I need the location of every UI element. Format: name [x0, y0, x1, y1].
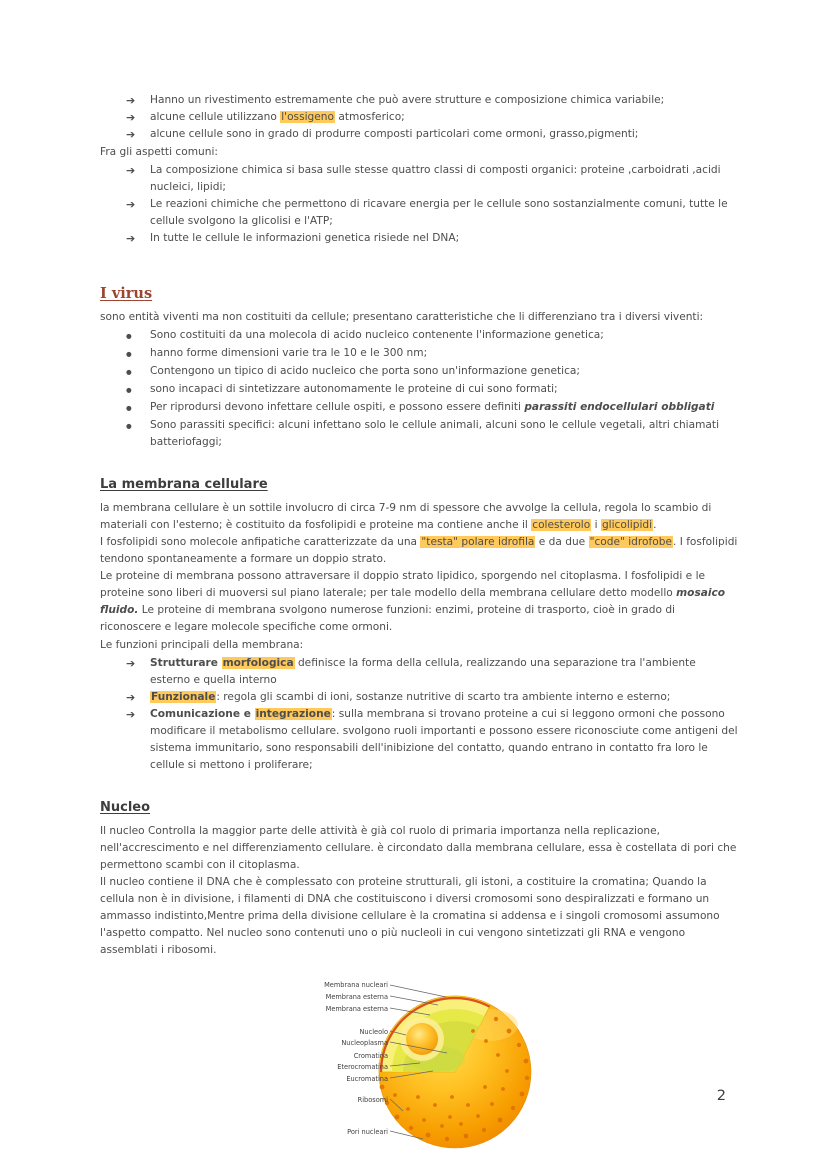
list-item	[126, 230, 738, 247]
bullet-text: Le reazioni chimiche che permettono di ricavare energia per le cellule sono sostanzialmente comuni, tutte le cellule svolgono la glicolisi e l'ATP;	[150, 198, 728, 227]
arrow-bullet-icon: ➔	[126, 128, 136, 141]
diagram-label-nucleolo: Nucleolo	[359, 1028, 388, 1036]
section-title-membrana: La membrana cellulare	[100, 477, 268, 492]
bullet-text: Strutturare morfologica definisce la forma della cellula, realizzando una separazione tra l'ambiente esterno e quella interno	[150, 657, 696, 686]
list-item	[126, 327, 738, 345]
list-item	[126, 689, 738, 706]
list-item	[126, 363, 738, 381]
arrow-bullet-icon: ➔	[126, 111, 136, 124]
bullet-text: In tutte le cellule le informazioni genetica risiede nel DNA;	[150, 232, 460, 244]
bullet-text: Sono parassiti specifici: alcuni infettano solo le cellule animali, alcuni sono le cellule vegetali, altri chiamati batteriofaggi;	[150, 419, 720, 448]
list-item	[126, 655, 738, 689]
diagram-label-membrane-nucleari: Membrana nucleari	[324, 981, 388, 989]
bullet-text: Sono costituiti da una molecola di acido nucleico contenente l'informazione genetica;	[150, 329, 604, 341]
dot-bullet-icon: ●	[126, 350, 132, 358]
bullet-text: Contengono un tipico di acido nucleico che porta sono un'informazione genetica;	[150, 365, 580, 377]
list-item	[126, 126, 738, 143]
page-number: 2	[716, 1088, 726, 1104]
top-bullet-list	[100, 92, 738, 143]
arrow-bullet-icon: ➔	[126, 94, 136, 107]
virus-bullet-list	[100, 327, 738, 451]
diagram-label-cromatina: Cromatina	[353, 1052, 388, 1060]
virus-intro: sono entità viventi ma non costituiti da cellule; presentano caratteristiche che li differenziano tra i diversi viventi:	[100, 311, 704, 323]
nucleus-diagram-svg	[300, 977, 610, 1167]
aspetti-bullet-list	[100, 162, 738, 247]
bullet-text: alcune cellule utilizzano l'ossigeno atmosferico;	[150, 111, 405, 123]
list-item	[126, 399, 738, 417]
bullet-text: sono incapaci di sintetizzare autonomamente le proteine di cui sono formati;	[150, 383, 558, 395]
section-title-nucleo: Nucleo	[100, 800, 151, 815]
section-title-virus: I virus	[100, 285, 153, 302]
list-item	[126, 162, 738, 196]
bullet-text: alcune cellule sono in grado di produrre composti particolari come ormoni, grasso,pigmenti;	[150, 128, 639, 140]
membrana-paragraph-1: la membrana cellulare è un sottile involucro di circa 7-9 nm di spessore che avvolge la cellula, regola lo scambio di materiali con l'esterno; è costituito da fosfolipidi e proteine ma contiene anche il colesterolo i glicolipidi.	[100, 502, 712, 531]
nucleo-paragraph-2: Il nucleo contiene il DNA che è complessato con proteine strutturali, gli istoni, a costituire la cromatina; Quando la cellula non è in divisione, i filamenti di DNA che costituiscono i diversi cromosomi sono despiralizzati e formano un ammasso indistinto,Mentre prima della divisione cellulare è la cromatina si addensa e i singoli cromosomi assumono l'aspetto compatto. Nel nucleo sono contenuti uno o più nucleoli in cui vengono sintetizzati gli RNA e vengono assemblati i ribosomi.	[100, 876, 720, 956]
diagram-label-pori-nucleari: Pori nucleari	[347, 1128, 388, 1136]
arrow-bullet-icon: ➔	[126, 164, 136, 177]
funzioni-intro: Le funzioni principali della membrana:	[100, 639, 304, 651]
bullet-text: hanno forme dimensioni varie tra le 10 e le 300 nm;	[150, 347, 428, 359]
membrana-paragraph-3: Le proteine di membrana possono attraversare il doppio strato lipidico, sporgendo nel citoplasma. I fosfolipidi e le proteine sono liberi di muoversi sul piano laterale; per tale modello della membrana cellulare detto modello mosaico fluido. Le proteine di membrana svolgono numerose funzioni: enzimi, proteine di trasporto, cioè in grado di riconoscere e legare molecole specifiche come ormoni.	[100, 570, 726, 633]
list-item	[126, 706, 738, 774]
list-item	[126, 92, 738, 109]
list-item	[126, 196, 738, 230]
dot-bullet-icon: ●	[126, 404, 132, 412]
arrow-bullet-icon: ➔	[126, 657, 136, 670]
bullet-text: La composizione chimica si basa sulle stesse quattro classi di composti organici: proteine ,carboidrati ,acidi nucleici, lipidi;	[150, 164, 721, 193]
arrow-bullet-icon: ➔	[126, 708, 136, 721]
dot-bullet-icon: ●	[126, 422, 132, 430]
dot-bullet-icon: ●	[126, 332, 132, 340]
arrow-bullet-icon: ➔	[126, 232, 136, 245]
bullet-text: Per riprodursi devono infettare cellule ospiti, e possono essere definiti parassiti endocellulari obbligati	[150, 401, 715, 413]
diagram-label-eterocromatina: Eterocromatina	[337, 1063, 388, 1071]
diagram-label-membrana-esterna: Membrana esterna	[325, 993, 388, 1001]
bullet-text: Comunicazione e integrazione: sulla membrana si trovano proteine a cui si leggono ormoni che possono modificare il metabolismo cellulare. svolgono ruoli importanti e possono essere riconosciute come antigeni del sistema immunitario, sono responsabili dell'inibizione del contatto, quando entrano in contatto fra loro le cellule si mettono i proliferare;	[150, 708, 738, 771]
arrow-bullet-icon: ➔	[126, 198, 136, 211]
bullet-text: Funzionale: regola gli scambi di ioni, sostanze nutritive di scarto tra ambiente interno e esterno;	[151, 691, 671, 703]
diagram-label-nucleoplasma: Nucleoplasma	[341, 1039, 388, 1047]
list-item	[126, 109, 738, 126]
bullet-text: Hanno un rivestimento estremamente che può avere strutture e composizione chimica variabile;	[150, 94, 665, 106]
aspetti-intro: Fra gli aspetti comuni:	[100, 146, 218, 158]
list-item	[126, 417, 738, 451]
diagram-label-ribosomi: Ribosomi	[357, 1096, 388, 1104]
nucleus-diagram	[300, 977, 610, 1169]
list-item	[126, 345, 738, 363]
list-item	[126, 381, 738, 399]
funzioni-bullet-list	[100, 655, 738, 774]
arrow-bullet-icon: ➔	[126, 691, 136, 704]
page-content	[100, 92, 738, 1169]
nucleo-paragraph-1: Il nucleo Controlla la maggior parte delle attività è già col ruolo di primaria importanza nella replicazione, nell'accrescimento e nel differenziamento cellulare. è circondato dalla membrana cellulare, essa è costellata di pori che permettono scambi con il citoplasma.	[100, 825, 737, 871]
diagram-label-membrana-esterna-2: Membrana esterna	[325, 1005, 388, 1013]
membrana-paragraph-2: I fosfolipidi sono molecole anfipatiche caratterizzate da una "testa" polare idrofila e da due "code" idrofobe. I fosfolipidi tendono spontaneamente a formare un doppio strato.	[100, 536, 738, 565]
dot-bullet-icon: ●	[126, 368, 132, 376]
diagram-label-eucromatina: Eucromatina	[346, 1075, 388, 1083]
dot-bullet-icon: ●	[126, 386, 132, 394]
